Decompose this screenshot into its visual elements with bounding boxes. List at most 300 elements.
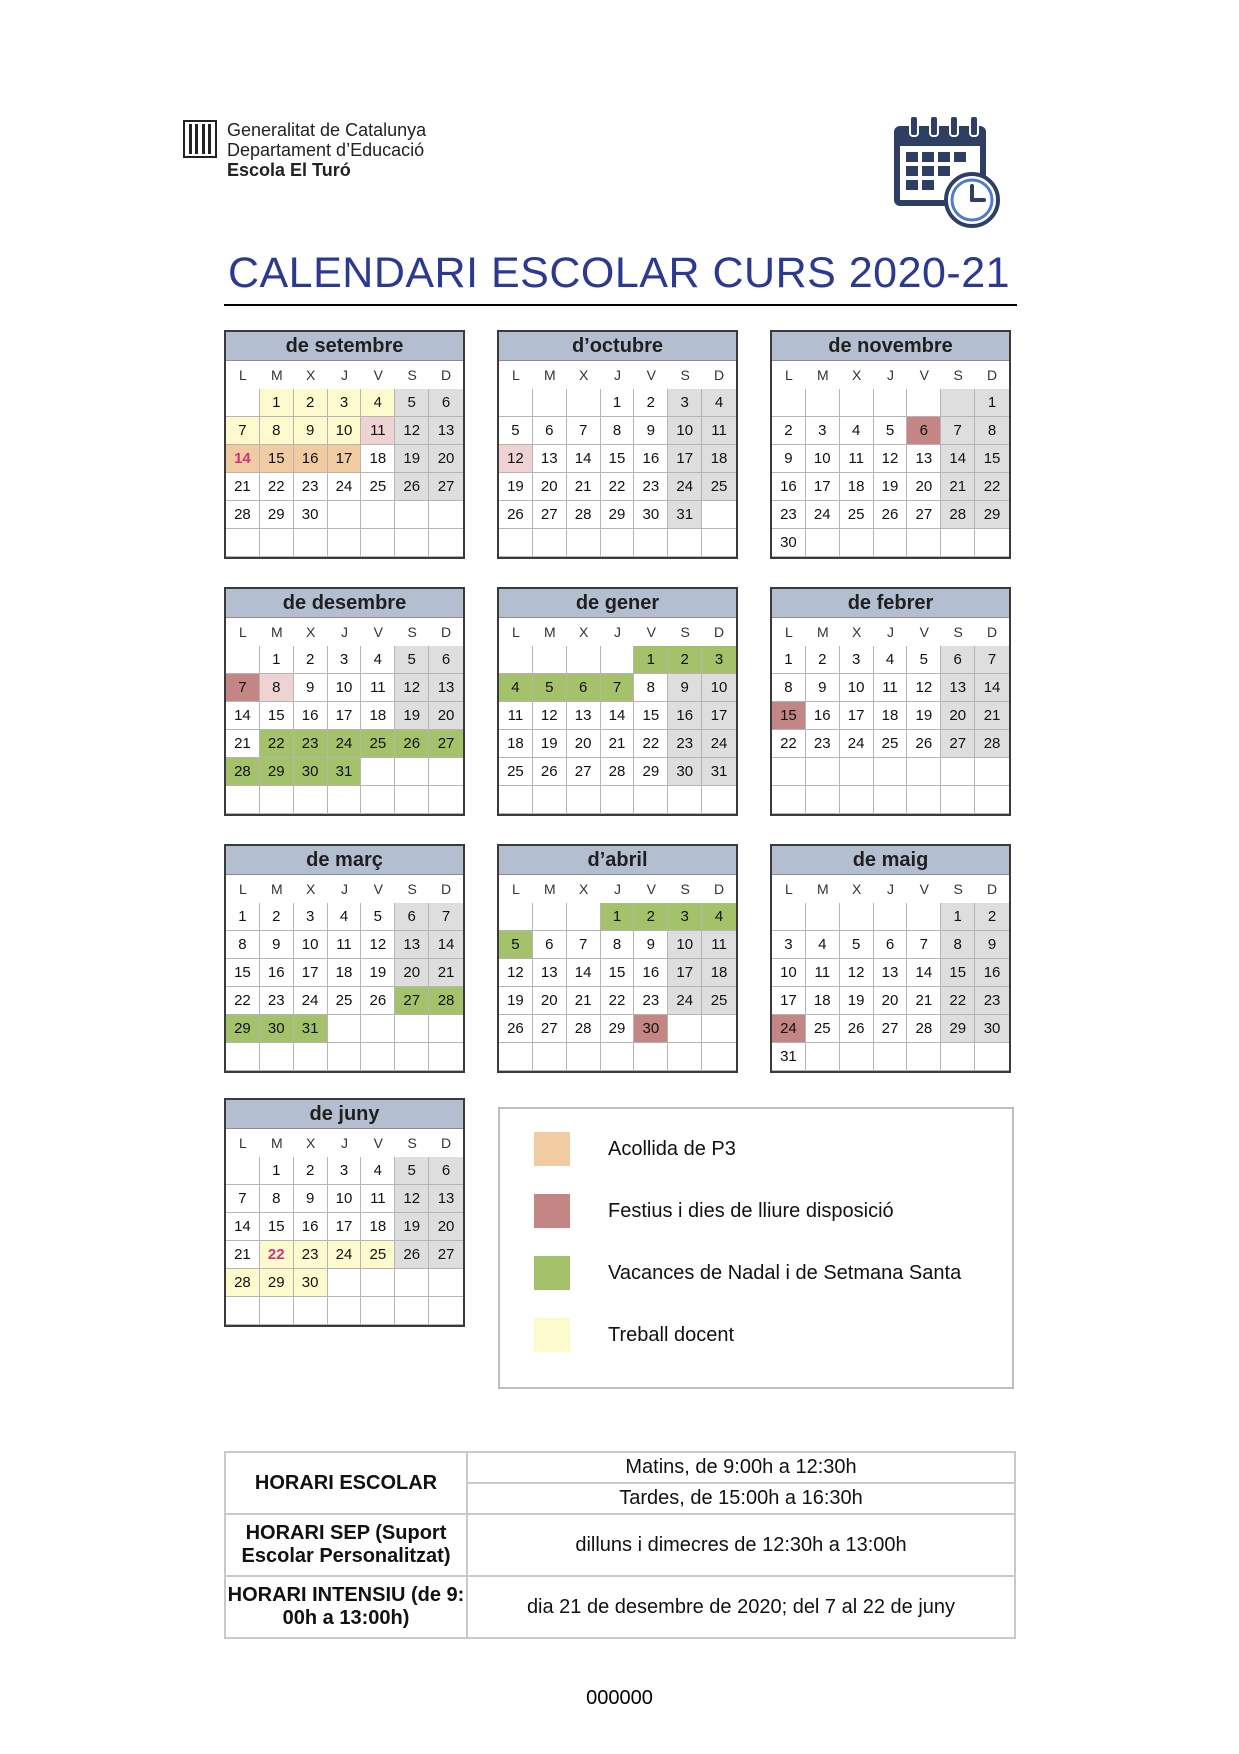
weekday-header — [772, 618, 1009, 646]
month-calendar — [497, 330, 738, 559]
day-cell: 26 — [395, 730, 429, 758]
day-grid — [772, 646, 1009, 814]
day-cell: 18 — [702, 959, 736, 987]
day-cell: 7 — [975, 646, 1009, 674]
empty-cell — [260, 786, 294, 814]
day-cell: 15 — [941, 959, 975, 987]
weekday-label: L — [785, 881, 793, 897]
day-cell: 4 — [702, 389, 736, 417]
weekday-header — [499, 361, 736, 389]
day-cell: 25 — [328, 987, 362, 1015]
empty-cell — [395, 529, 429, 557]
empty-cell — [702, 1043, 736, 1071]
day-cell: 14 — [429, 931, 463, 959]
weekday-label: D — [987, 624, 998, 640]
empty-cell — [294, 1043, 328, 1071]
day-cell: 27 — [533, 1015, 567, 1043]
empty-cell — [499, 529, 533, 557]
day-cell: 21 — [975, 702, 1009, 730]
day-cell: 7 — [226, 1185, 260, 1213]
day-cell: 2 — [806, 646, 840, 674]
day-cell: 23 — [634, 987, 668, 1015]
day-cell: 9 — [668, 674, 702, 702]
day-cell: 26 — [874, 501, 908, 529]
day-cell: 9 — [634, 931, 668, 959]
day-cell: 21 — [941, 473, 975, 501]
empty-cell — [567, 389, 601, 417]
day-cell: 2 — [294, 1157, 328, 1185]
day-cell: 17 — [328, 445, 362, 473]
day-cell: 22 — [260, 473, 294, 501]
empty-cell — [294, 1297, 328, 1325]
weekday-label: V — [373, 1135, 384, 1151]
page-title: CALENDARI ESCOLAR CURS 2020-21 — [227, 249, 1011, 297]
empty-cell — [840, 529, 874, 557]
day-cell: 11 — [361, 674, 395, 702]
day-cell: 4 — [702, 903, 736, 931]
empty-cell — [395, 1015, 429, 1043]
day-cell: 8 — [601, 931, 635, 959]
horari-escolar-label: HORARI ESCOLAR — [225, 1452, 467, 1514]
day-cell: 9 — [260, 931, 294, 959]
day-cell: 25 — [361, 730, 395, 758]
weekday-label: S — [407, 881, 417, 897]
weekday-label: L — [512, 881, 520, 897]
empty-cell — [429, 1043, 463, 1071]
day-cell: 15 — [260, 702, 294, 730]
day-cell: 1 — [772, 646, 806, 674]
day-cell: 22 — [260, 1241, 294, 1269]
day-cell: 5 — [874, 417, 908, 445]
empty-cell — [226, 1157, 260, 1185]
calendar-clock-icon — [890, 112, 1002, 230]
day-cell: 19 — [874, 473, 908, 501]
day-cell: 30 — [294, 501, 328, 529]
legend-label: Vacances de Nadal i de Setmana Santa — [608, 1262, 962, 1284]
empty-cell — [395, 1297, 429, 1325]
empty-cell — [702, 1015, 736, 1043]
day-cell: 30 — [772, 529, 806, 557]
day-cell: 15 — [601, 445, 635, 473]
day-cell: 30 — [975, 1015, 1009, 1043]
day-cell: 16 — [294, 1213, 328, 1241]
month-name: de gener — [499, 589, 736, 618]
weekday-label: S — [953, 624, 963, 640]
day-cell: 23 — [294, 730, 328, 758]
weekday-label: S — [680, 624, 690, 640]
day-cell: 10 — [840, 674, 874, 702]
day-cell: 5 — [499, 931, 533, 959]
day-cell: 22 — [634, 730, 668, 758]
weekday-label: L — [512, 367, 520, 383]
weekday-label: V — [646, 624, 657, 640]
day-cell: 17 — [840, 702, 874, 730]
organization-block — [227, 120, 426, 180]
day-cell: 18 — [361, 702, 395, 730]
weekday-label: V — [919, 881, 930, 897]
day-cell: 16 — [634, 445, 668, 473]
day-cell: 12 — [395, 1185, 429, 1213]
day-grid — [772, 389, 1009, 557]
catalonia-coat-of-arms-icon — [183, 120, 217, 160]
day-cell: 5 — [395, 389, 429, 417]
day-cell: 26 — [395, 1241, 429, 1269]
empty-cell — [668, 786, 702, 814]
empty-cell — [226, 389, 260, 417]
empty-cell — [567, 903, 601, 931]
day-cell: 11 — [702, 417, 736, 445]
day-cell: 11 — [361, 417, 395, 445]
day-cell: 8 — [601, 417, 635, 445]
empty-cell — [840, 786, 874, 814]
month-name: de setembre — [226, 332, 463, 361]
schedule-table — [224, 1451, 1016, 1639]
day-cell: 6 — [907, 417, 941, 445]
day-cell: 20 — [533, 473, 567, 501]
weekday-label: S — [407, 367, 417, 383]
day-cell: 23 — [294, 473, 328, 501]
day-cell: 27 — [429, 473, 463, 501]
month-calendar — [224, 844, 465, 1073]
day-cell: 21 — [429, 959, 463, 987]
weekday-header — [226, 1129, 463, 1157]
month-calendar — [770, 330, 1011, 559]
day-cell: 10 — [668, 417, 702, 445]
org-line-1: Generalitat de Catalunya — [227, 120, 427, 140]
day-grid — [499, 903, 736, 1071]
day-cell: 7 — [567, 931, 601, 959]
empty-cell — [429, 1297, 463, 1325]
empty-cell — [361, 501, 395, 529]
empty-cell — [328, 1269, 362, 1297]
legend-label: Treball docent — [608, 1324, 734, 1346]
day-cell: 8 — [634, 674, 668, 702]
empty-cell — [533, 389, 567, 417]
empty-cell — [395, 1269, 429, 1297]
day-cell: 26 — [499, 501, 533, 529]
empty-cell — [361, 1269, 395, 1297]
empty-cell — [328, 1043, 362, 1071]
empty-cell — [772, 786, 806, 814]
weekday-label: X — [578, 881, 589, 897]
day-cell: 21 — [226, 1241, 260, 1269]
weekday-label: D — [714, 367, 725, 383]
day-cell: 25 — [874, 730, 908, 758]
empty-cell — [361, 758, 395, 786]
day-cell: 3 — [702, 646, 736, 674]
day-cell: 20 — [429, 1213, 463, 1241]
empty-cell — [601, 1043, 635, 1071]
day-cell: 14 — [975, 674, 1009, 702]
empty-cell — [260, 1043, 294, 1071]
empty-cell — [941, 389, 975, 417]
day-cell: 19 — [840, 987, 874, 1015]
day-cell: 7 — [907, 931, 941, 959]
day-cell: 10 — [806, 445, 840, 473]
weekday-label: X — [851, 367, 862, 383]
day-cell: 16 — [806, 702, 840, 730]
empty-cell — [533, 529, 567, 557]
day-cell: 28 — [907, 1015, 941, 1043]
day-cell: 20 — [429, 702, 463, 730]
day-cell: 30 — [634, 501, 668, 529]
day-cell: 14 — [907, 959, 941, 987]
empty-cell — [975, 1043, 1009, 1071]
day-cell: 24 — [668, 473, 702, 501]
day-cell: 27 — [533, 501, 567, 529]
day-cell: 9 — [772, 445, 806, 473]
day-cell: 19 — [395, 445, 429, 473]
day-cell: 9 — [294, 417, 328, 445]
empty-cell — [806, 529, 840, 557]
horari-sep-value: dilluns i dimecres de 12:30h a 13:00h — [467, 1514, 1015, 1576]
day-cell: 7 — [226, 417, 260, 445]
day-cell: 1 — [601, 903, 635, 931]
day-grid — [226, 903, 463, 1071]
empty-cell — [874, 786, 908, 814]
day-cell: 25 — [361, 473, 395, 501]
day-cell: 5 — [395, 1157, 429, 1185]
weekday-label: J — [613, 624, 621, 640]
day-cell: 16 — [772, 473, 806, 501]
empty-cell — [874, 389, 908, 417]
day-cell: 11 — [840, 445, 874, 473]
empty-cell — [361, 786, 395, 814]
empty-cell — [601, 529, 635, 557]
empty-cell — [941, 786, 975, 814]
month-calendar — [770, 844, 1011, 1073]
day-cell: 12 — [840, 959, 874, 987]
weekday-label: L — [785, 367, 793, 383]
empty-cell — [634, 786, 668, 814]
day-cell: 11 — [328, 931, 362, 959]
day-cell: 3 — [806, 417, 840, 445]
day-cell: 29 — [975, 501, 1009, 529]
day-cell: 8 — [226, 931, 260, 959]
day-cell: 29 — [260, 501, 294, 529]
weekday-label: V — [373, 367, 384, 383]
day-cell: 22 — [975, 473, 1009, 501]
day-cell: 6 — [567, 674, 601, 702]
weekday-header — [499, 875, 736, 903]
day-cell: 9 — [806, 674, 840, 702]
day-cell: 21 — [601, 730, 635, 758]
day-cell: 14 — [226, 445, 260, 473]
day-cell: 3 — [772, 931, 806, 959]
empty-cell — [840, 903, 874, 931]
day-cell: 14 — [941, 445, 975, 473]
day-cell: 29 — [601, 501, 635, 529]
day-cell: 2 — [668, 646, 702, 674]
empty-cell — [806, 903, 840, 931]
day-cell: 18 — [361, 1213, 395, 1241]
day-grid — [226, 1157, 463, 1325]
weekday-label: D — [987, 881, 998, 897]
empty-cell — [634, 1043, 668, 1071]
day-cell: 15 — [226, 959, 260, 987]
day-cell: 19 — [533, 730, 567, 758]
day-cell: 16 — [975, 959, 1009, 987]
day-cell: 21 — [907, 987, 941, 1015]
org-line-2: Departament d’Educació — [227, 140, 425, 160]
empty-cell — [499, 646, 533, 674]
day-cell: 13 — [429, 1185, 463, 1213]
day-cell: 30 — [668, 758, 702, 786]
header-logo — [183, 120, 483, 180]
day-cell: 14 — [226, 1213, 260, 1241]
day-cell: 12 — [395, 674, 429, 702]
day-cell: 1 — [601, 389, 635, 417]
day-cell: 20 — [533, 987, 567, 1015]
empty-cell — [226, 1297, 260, 1325]
weekday-label: X — [578, 367, 589, 383]
month-calendar — [224, 587, 465, 816]
weekday-label: M — [816, 881, 829, 897]
month-name: de maig — [772, 846, 1009, 875]
day-cell: 12 — [499, 959, 533, 987]
day-cell: 31 — [772, 1043, 806, 1071]
month-name: de juny — [226, 1100, 463, 1129]
day-cell: 3 — [328, 646, 362, 674]
day-cell: 23 — [260, 987, 294, 1015]
day-cell: 28 — [567, 501, 601, 529]
day-cell: 6 — [533, 931, 567, 959]
day-cell: 26 — [395, 473, 429, 501]
empty-cell — [429, 786, 463, 814]
day-cell: 13 — [567, 702, 601, 730]
day-cell: 5 — [840, 931, 874, 959]
weekday-label: V — [919, 624, 930, 640]
empty-cell — [395, 786, 429, 814]
day-cell: 10 — [294, 931, 328, 959]
day-cell: 1 — [260, 646, 294, 674]
day-cell: 31 — [328, 758, 362, 786]
day-cell: 7 — [941, 417, 975, 445]
empty-cell — [668, 1015, 702, 1043]
day-cell: 6 — [941, 646, 975, 674]
day-cell: 24 — [294, 987, 328, 1015]
day-cell: 24 — [328, 473, 362, 501]
day-cell: 3 — [668, 389, 702, 417]
empty-cell — [226, 646, 260, 674]
empty-cell — [294, 786, 328, 814]
day-cell: 7 — [601, 674, 635, 702]
day-cell: 27 — [941, 730, 975, 758]
day-cell: 28 — [429, 987, 463, 1015]
day-cell: 12 — [361, 931, 395, 959]
empty-cell — [668, 529, 702, 557]
weekday-label: D — [441, 881, 452, 897]
day-cell: 31 — [668, 501, 702, 529]
day-cell: 10 — [328, 417, 362, 445]
day-cell: 1 — [941, 903, 975, 931]
day-grid — [226, 389, 463, 557]
day-cell: 22 — [260, 730, 294, 758]
empty-cell — [395, 758, 429, 786]
day-cell: 11 — [806, 959, 840, 987]
weekday-label: M — [543, 367, 556, 383]
empty-cell — [907, 1043, 941, 1071]
day-cell: 12 — [907, 674, 941, 702]
empty-cell — [840, 758, 874, 786]
day-cell: 30 — [294, 758, 328, 786]
day-cell: 19 — [499, 987, 533, 1015]
empty-cell — [328, 529, 362, 557]
empty-cell — [567, 529, 601, 557]
empty-cell — [361, 1015, 395, 1043]
day-cell: 25 — [806, 1015, 840, 1043]
empty-cell — [533, 786, 567, 814]
day-cell: 22 — [601, 987, 635, 1015]
weekday-label: D — [714, 624, 725, 640]
empty-cell — [702, 501, 736, 529]
empty-cell — [634, 529, 668, 557]
day-cell: 13 — [533, 959, 567, 987]
horari-intensiu-value: dia 21 de desembre de 2020; del 7 al 22 de juny — [467, 1576, 1015, 1638]
weekday-label: S — [680, 881, 690, 897]
day-cell: 5 — [533, 674, 567, 702]
day-cell: 6 — [533, 417, 567, 445]
empty-cell — [429, 1269, 463, 1297]
empty-cell — [361, 529, 395, 557]
weekday-label: X — [578, 624, 589, 640]
day-cell: 8 — [260, 674, 294, 702]
weekday-label: V — [373, 881, 384, 897]
day-cell: 6 — [874, 931, 908, 959]
day-cell: 1 — [975, 389, 1009, 417]
month-calendar — [770, 587, 1011, 816]
day-cell: 16 — [260, 959, 294, 987]
day-cell: 5 — [907, 646, 941, 674]
empty-cell — [395, 1043, 429, 1071]
day-cell: 12 — [874, 445, 908, 473]
empty-cell — [702, 529, 736, 557]
empty-cell — [361, 1043, 395, 1071]
day-cell: 28 — [941, 501, 975, 529]
day-grid — [226, 646, 463, 814]
weekday-label: X — [851, 624, 862, 640]
day-cell: 20 — [567, 730, 601, 758]
empty-cell — [567, 1043, 601, 1071]
day-cell: 23 — [668, 730, 702, 758]
empty-cell — [395, 501, 429, 529]
weekday-label: J — [340, 367, 348, 383]
day-cell: 30 — [634, 1015, 668, 1043]
month-name: de desembre — [226, 589, 463, 618]
month-calendar — [224, 330, 465, 559]
weekday-label: J — [340, 624, 348, 640]
weekday-label: M — [270, 367, 283, 383]
day-cell: 16 — [294, 445, 328, 473]
day-cell: 20 — [907, 473, 941, 501]
empty-cell — [941, 529, 975, 557]
day-cell: 29 — [941, 1015, 975, 1043]
weekday-label: J — [613, 881, 621, 897]
weekday-label: V — [646, 367, 657, 383]
day-cell: 26 — [499, 1015, 533, 1043]
day-cell: 9 — [634, 417, 668, 445]
day-cell: 22 — [772, 730, 806, 758]
empty-cell — [806, 1043, 840, 1071]
day-cell: 25 — [499, 758, 533, 786]
day-cell: 7 — [226, 674, 260, 702]
day-cell: 7 — [567, 417, 601, 445]
empty-cell — [328, 1015, 362, 1043]
empty-cell — [226, 786, 260, 814]
day-cell: 26 — [361, 987, 395, 1015]
day-cell: 13 — [907, 445, 941, 473]
day-cell: 21 — [226, 730, 260, 758]
